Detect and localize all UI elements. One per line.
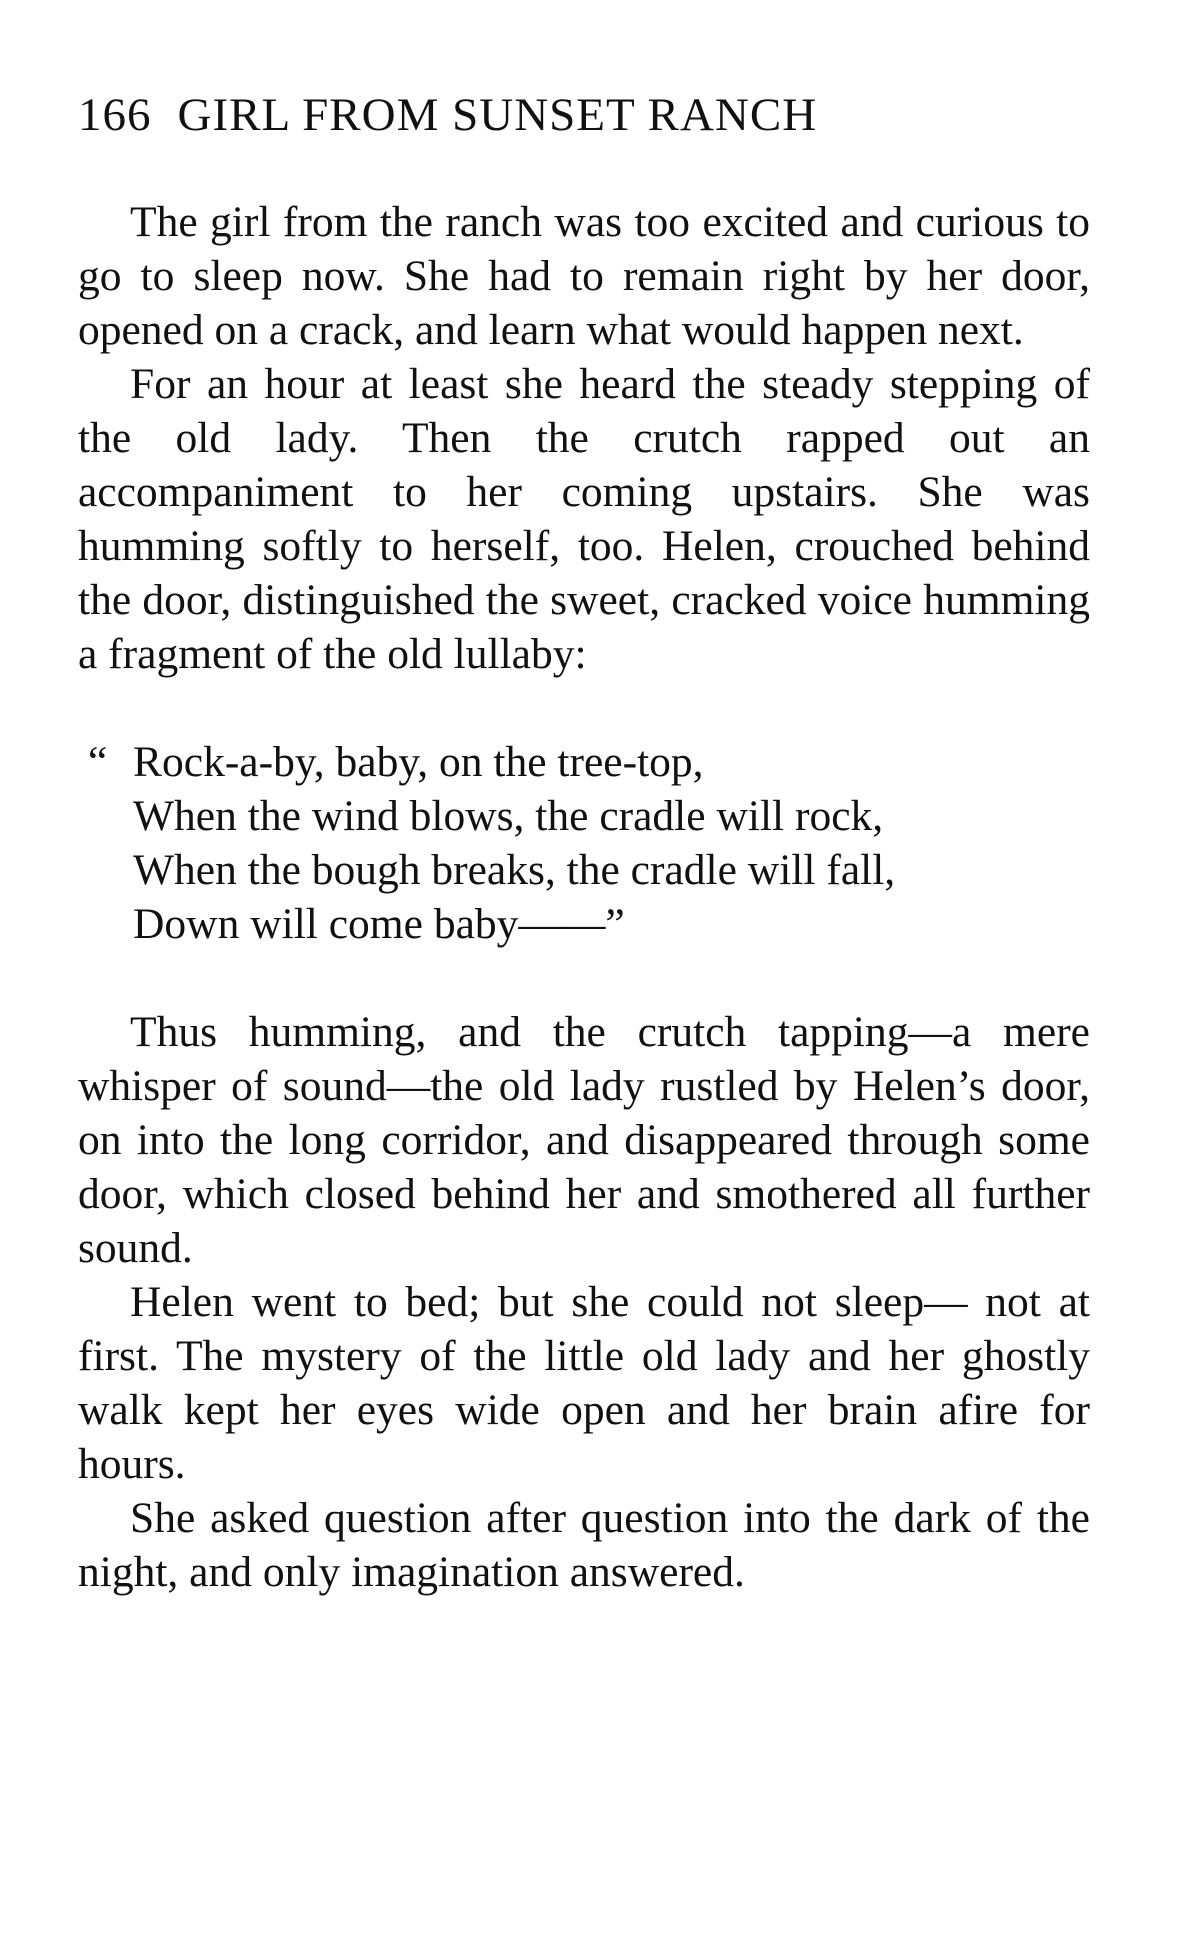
paragraph: For an hour at least she heard the steady stepping of the old lady. Then the crutch rapped out an accompaniment to her coming upstairs. She was humming softly to herself, too. Helen, crouched behind the door, distinguished the sweet, cracked voice humming a fragment of the old lullaby:: [78, 360, 1090, 678]
paragraph: She asked question after question into the dark of the night, and only imagination answered.: [78, 1494, 1090, 1596]
body-text: [78, 195, 1090, 1599]
lullaby-verse: [78, 735, 1090, 951]
paragraph: Thus humming, and the crutch tapping—a mere whisper of sound—the old lady rustled by Helen’s door, on into the long corridor, and disappeared through some door, which closed behind her and smothered all further sound.: [78, 1008, 1090, 1272]
running-head: [78, 88, 817, 142]
paragraph: The girl from the ranch was too excited and curious to go to sleep now. She had to remain right by her door, opened on a crack, and learn what would happen next.: [78, 198, 1090, 354]
verse-line-text: Rock-a-by, baby, on the tree-top,: [133, 738, 704, 786]
verse-line: [88, 735, 1090, 789]
opening-quote: “: [88, 738, 108, 786]
verse-line: When the bough breaks, the cradle will fall,: [133, 846, 896, 894]
paragraph: Helen went to bed; but she could not sleep— not at first. The mystery of the little old lady and her ghostly walk kept her eyes wide open and her brain afire for hours.: [78, 1278, 1090, 1488]
running-title: GIRL FROM SUNSET RANCH: [177, 89, 818, 141]
page-number: 166: [78, 89, 152, 141]
verse-line: Down will come baby——”: [133, 900, 625, 948]
verse-line: When the wind blows, the cradle will rock,: [133, 792, 884, 840]
